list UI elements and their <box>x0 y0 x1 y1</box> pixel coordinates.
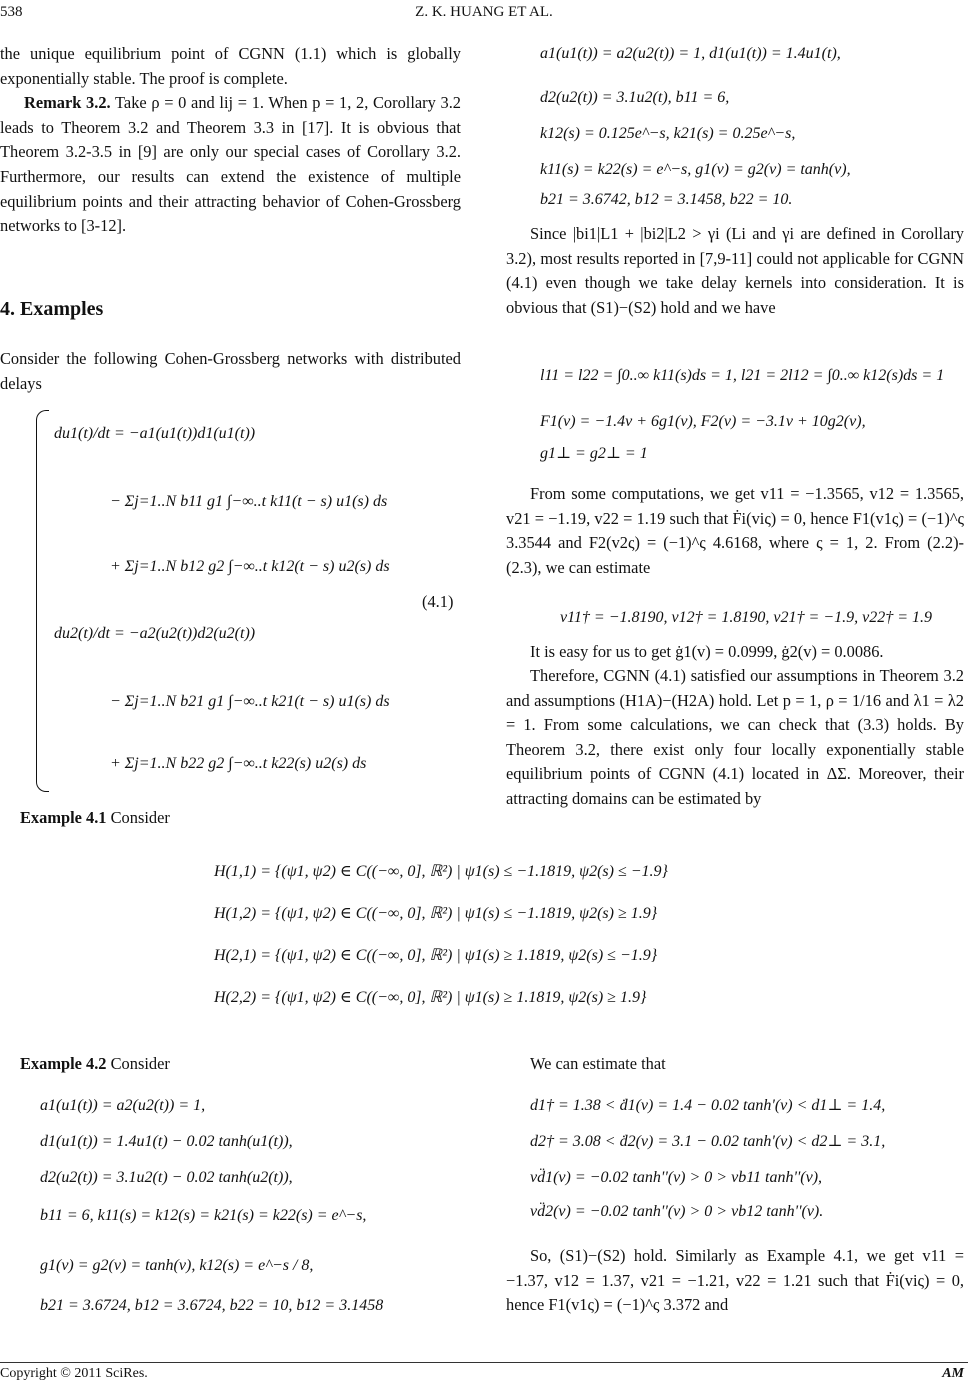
paragraph-therefore: Therefore, CGNN (4.1) satisfied our assumptions in Theorem 3.2 and assumptions (H1A)−(H2A) hold. Let p = 1, ρ = 1/16 and λ1 = λ2 = 1. From some calculations, we can check that (3.3) holds. By Theorem 3.2, there exist only four locally exponentially stable equilibrium points of CGNN (4.1) located in ΔΣ. Moreover, their attracting domains can be estimated by <box>506 666 964 808</box>
eq-v-dagger <box>560 606 932 630</box>
br-eq-4: vd̈2(v) = −0.02 tanh''(v) > 0 > vb12 tanh''(v). <box>530 1203 824 1220</box>
ex41-eq-5: b21 = 3.6742, b12 = 3.1458, b22 = 10. <box>540 191 793 208</box>
example-4-1-heading <box>20 806 170 831</box>
example-42-label: Example 4.2 <box>20 1054 107 1073</box>
example-41-label: Example 4.1 <box>20 808 107 827</box>
paragraph-estimate: We can estimate that <box>530 1054 666 1073</box>
eq41-line-6: + Σj=1..N b22 g2 ∫−∞..t k22(s) u2(s) ds <box>110 755 367 772</box>
equation-label-4-1: (4.1) <box>422 592 454 611</box>
domain-h21: H(2,1) = {(ψ1, ψ2) ∈ C((−∞, 0], ℝ²) | ψ1(s) ≥ 1.1819, ψ2(s) ≤ −1.9} <box>214 947 658 964</box>
ex41-eq-3: k12(s) = 0.125e^−s, k21(s) = 0.25e^−s, <box>540 125 796 142</box>
footer-journal: AM <box>942 1366 964 1381</box>
eq41-line-1: du1(t)/dt = −a1(u1(t))d1(u1(t)) <box>54 425 256 442</box>
example-41-text: Consider <box>110 808 170 827</box>
eq41-line-4: du2(t)/dt = −a2(u2(t))d2(u2(t)) <box>54 625 256 642</box>
paragraph-proof-end: the unique equilibrium point of CGNN (1.1) which is globally exponentially stable. The proof is complete. <box>0 44 461 88</box>
footer-rule <box>0 1362 968 1363</box>
br-eq-2: d2† = 3.08 < ḋ2(v) = 3.1 − 0.02 tanh'(v) < d2⊥ = 3.1, <box>530 1133 886 1150</box>
remark-3-2 <box>0 91 461 239</box>
paragraph-computations: From some computations, we get v11 = −1.3565, v12 = 1.3565, v21 = −1.19, v22 = 1.19 such that Ḟi(viς) = 0, hence F1(v1ς) = (−1)^ς 3.3544 and F2(v2ς) = (−1)^ς 4.6168, where ς = 1, 2. From (2.2)-(2.3), we can estimate <box>506 484 964 577</box>
br-eq-3: vd̈1(v) = −0.02 tanh''(v) > 0 > vb11 tanh''(v), <box>530 1169 823 1186</box>
footer-copyright: Copyright © 2011 SciRes. <box>0 1366 148 1381</box>
ex41-eq-1: a1(u1(t)) = a2(u2(t)) = 1, d1(u1(t)) = 1.4u1(t), <box>540 45 841 62</box>
eq41-line-5: − Σj=1..N b21 g1 ∫−∞..t k21(t − s) u1(s) ds <box>110 693 390 710</box>
ex42-eq-5: g1(v) = g2(v) = tanh(v), k12(s) = e^−s / 8, <box>40 1257 314 1274</box>
example-4-2-heading <box>20 1052 170 1077</box>
paragraph-since: Since |bi1|L1 + |bi2|L2 > γi (Li and γi are defined in Corollary 3.2), most results reported in [7,9-11] could not applicable for CGNN (4.1) even though we take delay kernels into consideration. It is obvious that (S1)−(S2) hold and we have <box>506 224 964 317</box>
ex42-eq-6: b21 = 3.6724, b12 = 3.6724, b22 = 10, b12 = 3.1458 <box>40 1297 384 1314</box>
remark-label: Remark 3.2. <box>24 93 111 113</box>
v-dagger-values: v11† = −1.8190, v12† = 1.8190, v21† = −1.9, v22† = 1.9 <box>560 609 932 626</box>
left-column <box>0 42 461 239</box>
br-eq-1: d1† = 1.38 < ḋ1(v) = 1.4 − 0.02 tanh'(v) < d1⊥ = 1.4, <box>530 1097 886 1114</box>
domain-h12: H(1,2) = {(ψ1, ψ2) ∈ C((−∞, 0], ℝ²) | ψ1(s) ≤ −1.1819, ψ2(s) ≥ 1.9} <box>214 905 658 922</box>
ex42-eq-2: d1(u1(t)) = 1.4u1(t) − 0.02 tanh(u1(t)), <box>40 1133 293 1150</box>
eq41-line-3: + Σj=1..N b12 g2 ∫−∞..t k12(t − s) u2(s) ds <box>110 558 390 575</box>
page-number: 538 <box>0 4 23 20</box>
paragraph-easy: It is easy for us to get ġ1(v) = 0.0999, ġ2(v) = 0.0086. <box>530 642 884 661</box>
eq-l-integrals: l11 = l22 = ∫0..∞ k11(s)ds = 1, l21 = 2l12 = ∫0..∞ k12(s)ds = 1 <box>540 367 945 384</box>
examples-intro: Consider the following Cohen-Grossberg networks with distributed delays <box>0 349 461 393</box>
running-title: Z. K. HUANG ET AL. <box>415 4 553 20</box>
example-42-text: Consider <box>110 1054 170 1073</box>
ex42-eq-4: b11 = 6, k11(s) = k12(s) = k21(s) = k22(s) = e^−s, <box>40 1207 367 1224</box>
ex42-eq-3: d2(u2(t)) = 3.1u2(t) − 0.02 tanh(u2(t)), <box>40 1169 293 1186</box>
domain-h11: H(1,1) = {(ψ1, ψ2) ∈ C((−∞, 0], ℝ²) | ψ1(s) ≤ −1.1819, ψ2(s) ≤ −1.9} <box>214 863 668 880</box>
ex41-eq-2: d2(u2(t)) = 3.1u2(t), b11 = 6, <box>540 89 730 106</box>
eq41-line-2: − Σj=1..N b11 g1 ∫−∞..t k11(t − s) u1(s) ds <box>110 493 388 510</box>
ex41-eq-4: k11(s) = k22(s) = e^−s, g1(v) = g2(v) = tanh(v), <box>540 161 851 178</box>
section-title: 4. Examples <box>0 298 104 320</box>
ex42-eq-1: a1(u1(t)) = a2(u2(t)) = 1, <box>40 1097 206 1114</box>
remark-text: Take ρ = 0 and lij = 1. When p = 1, 2, Corollary 3.2 leads to Theorem 3.2 and Theorem 3.3 in [17]. It is obvious that Theorem 3.2-3.5 in [9] are only our special cases of Corollary 3.2. Furthermore, our results can extend the existence of multiple equilibrium points and their attracting behavior of Cohen-Grossberg networks to [3-12]. <box>0 93 461 236</box>
domain-h22: H(2,2) = {(ψ1, ψ2) ∈ C((−∞, 0], ℝ²) | ψ1(s) ≥ 1.1819, ψ2(s) ≥ 1.9} <box>214 989 647 1006</box>
system-brace <box>36 410 49 792</box>
paragraph-so: So, (S1)−(S2) hold. Similarly as Example 4.1, we get v11 = −1.37, v12 = 1.37, v21 = −1.21, v22 = 1.21 such that Ḟi(viς) = 0, hence F1(v1ς) = (−1)^ς 3.372 and <box>506 1246 964 1315</box>
eq-g-bounds: g1⊥ = g2⊥ = 1 <box>540 445 648 462</box>
eq-F-functions: F1(v) = −1.4v + 6g1(v), F2(v) = −3.1v + 10g2(v), <box>540 413 866 430</box>
